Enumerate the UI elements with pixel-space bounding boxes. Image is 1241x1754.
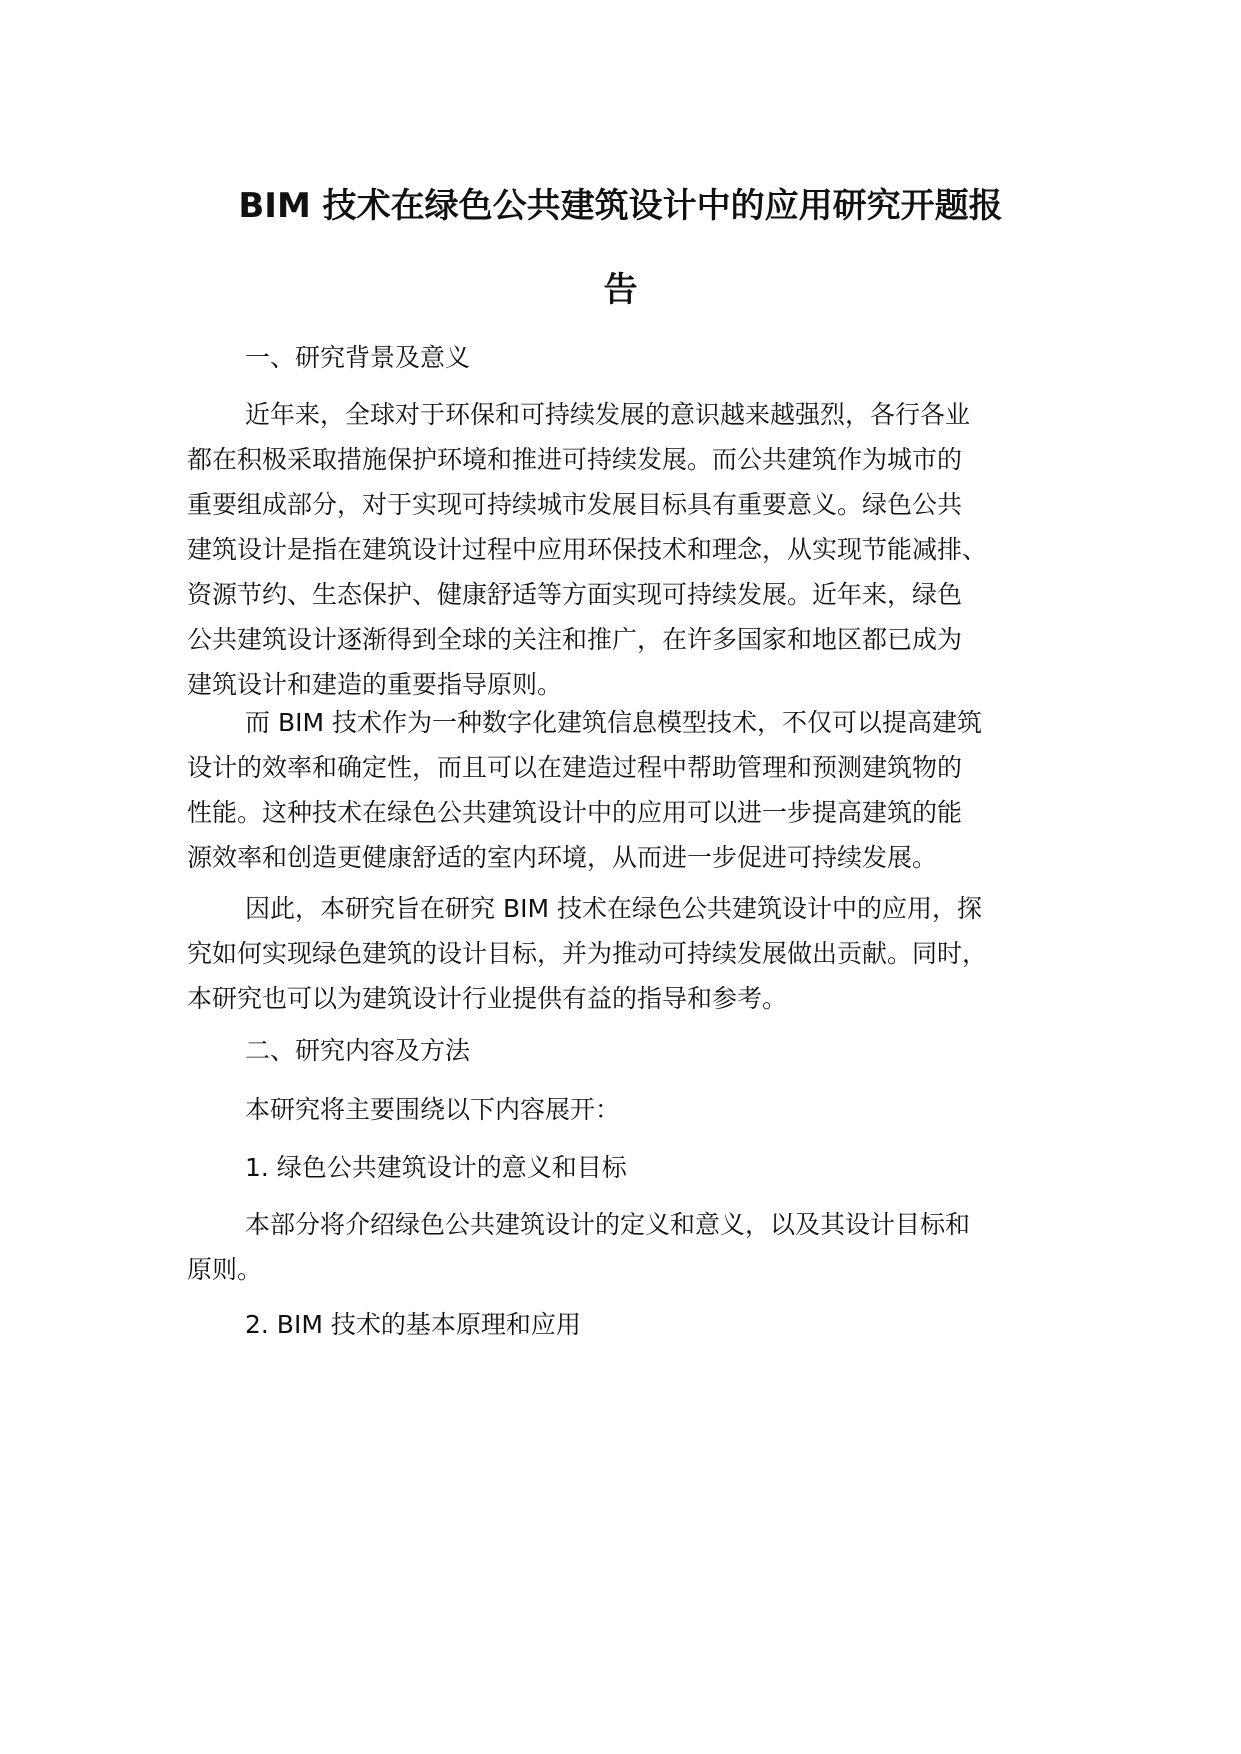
paragraph-line: 近年来，全球对于环保和可持续发展的意识越来越强烈，各行各业	[245, 400, 971, 429]
paragraph-line: 性能。这种技术在绿色公共建筑设计中的应用可以进一步提高建筑的能	[187, 798, 963, 827]
paragraph-background-1	[187, 392, 1087, 707]
paragraph-line: 重要组成部分，对于实现可持续城市发展目标具有重要意义。绿色公共	[187, 490, 963, 519]
section-heading-background: 一、研究背景及意义	[245, 343, 471, 372]
paragraph-line: 公共建筑设计逐渐得到全球的关注和推广，在许多国家和地区都已成为	[187, 625, 963, 654]
paragraph-background-3	[187, 886, 1087, 1021]
paragraph-line: 本部分将介绍绿色公共建筑设计的定义和意义，以及其设计目标和	[245, 1210, 971, 1239]
paragraph-line: 设计的效率和确定性，而且可以在建造过程中帮助管理和预测建筑物的	[187, 753, 963, 782]
list-item-title-2: 2. BIM 技术的基本原理和应用	[245, 1310, 581, 1339]
paragraph-line: 建筑设计和建造的重要指导原则。	[187, 670, 563, 699]
paragraph-line: 源效率和创造更健康舒适的室内环境，从而进一步促进可持续发展。	[187, 843, 938, 872]
list-item-title-1: 1. 绿色公共建筑设计的意义和目标	[245, 1153, 627, 1182]
paragraph-background-2	[187, 700, 1087, 880]
paragraph-line: 原则。	[187, 1255, 263, 1284]
paragraph-line: 究如何实现绿色建筑的设计目标，并为推动可持续发展做出贡献。同时，	[187, 939, 988, 968]
list-item-paragraph-1	[187, 1202, 1087, 1292]
section-heading-content-methods: 二、研究内容及方法	[245, 1036, 471, 1065]
paragraph-line: 本研究也可以为建筑设计行业提供有益的指导和参考。	[187, 984, 788, 1013]
document-title-line2: 告	[603, 270, 638, 310]
paragraph-line: 因此，本研究旨在研究 BIM 技术在绿色公共建筑设计中的应用，探	[245, 894, 982, 923]
paragraph-line: 资源节约、生态保护、健康舒适等方面实现可持续发展。近年来，绿色	[187, 580, 963, 609]
paragraph-line: 建筑设计是指在建筑设计过程中应用环保技术和理念，从实现节能减排、	[187, 535, 988, 564]
paragraph-line: 而 BIM 技术作为一种数字化建筑信息模型技术，不仅可以提高建筑	[245, 708, 982, 737]
document-title-line1: BIM 技术在绿色公共建筑设计中的应用研究开题报	[238, 186, 1003, 226]
paragraph-line: 都在积极采取措施保护环境和推进可持续发展。而公共建筑作为城市的	[187, 445, 963, 474]
section-intro: 本研究将主要围绕以下内容展开：	[245, 1095, 621, 1124]
